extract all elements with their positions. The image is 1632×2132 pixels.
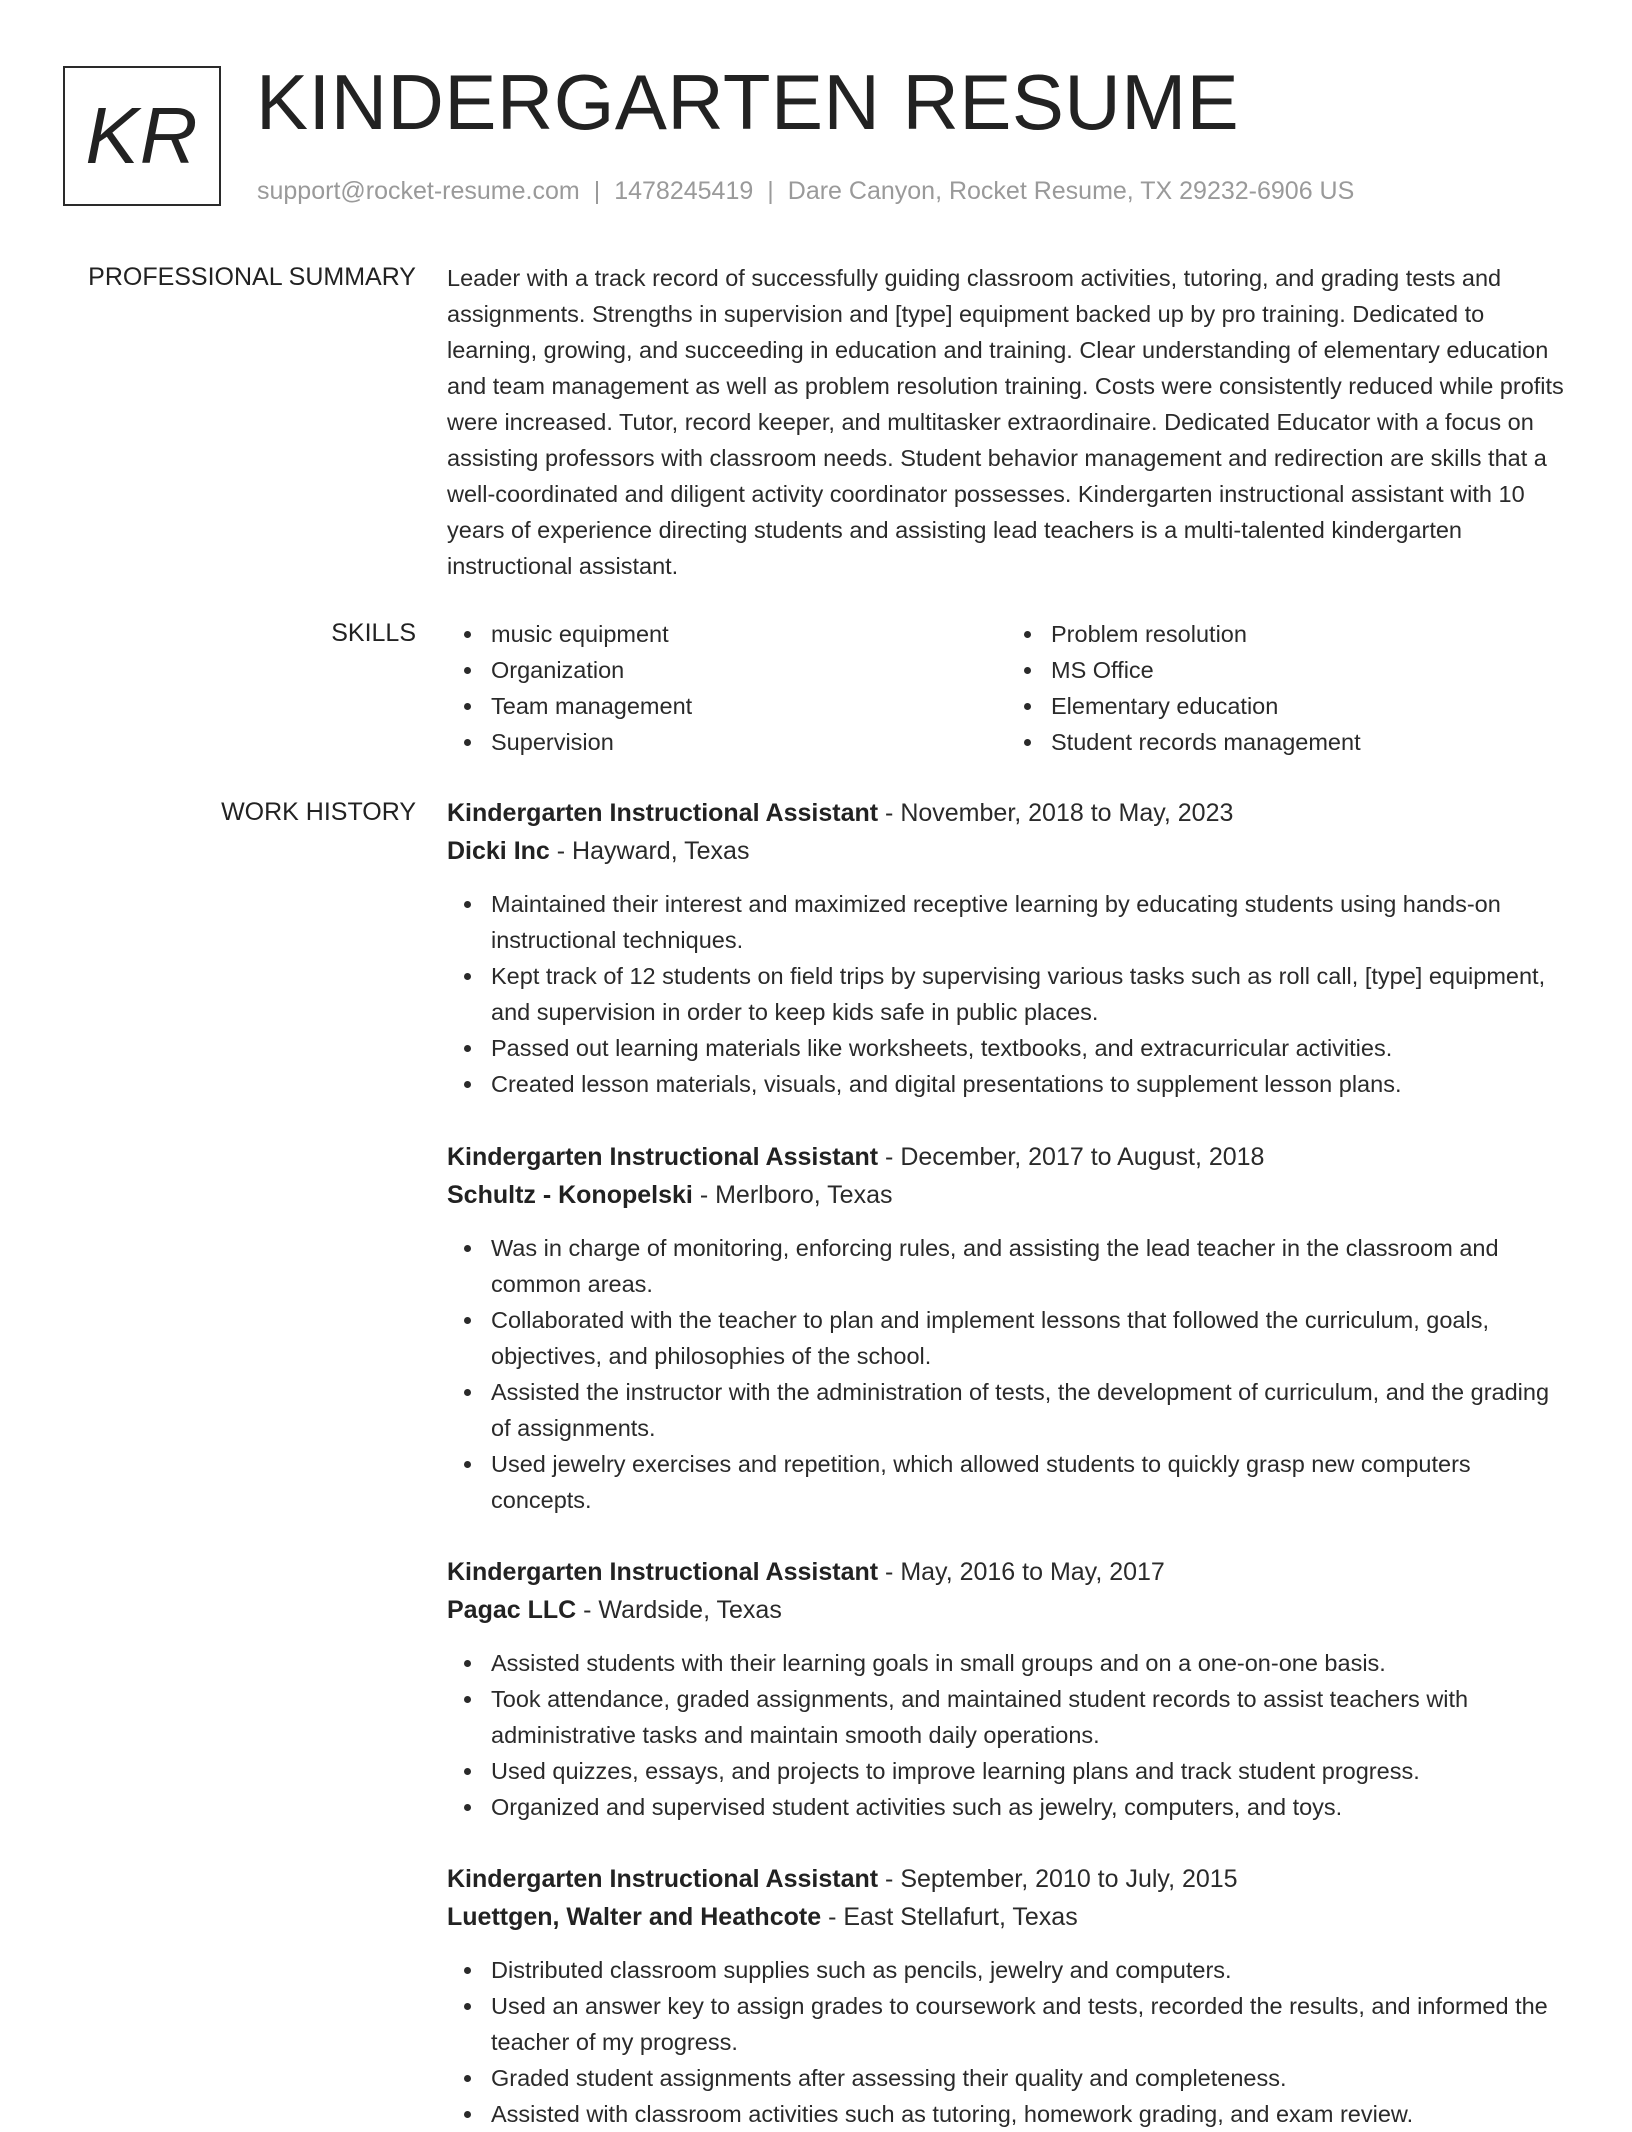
job-title-line [447, 1553, 1567, 1591]
section-label-summary: PROFESSIONAL SUMMARY [88, 263, 416, 291]
skill-item: Student records management [1051, 724, 1567, 760]
job-company: Schultz - Konopelski [447, 1181, 693, 1209]
job-bullet: Maintained their interest and maximized receptive learning by educating students using hands-on instructional techniques. [491, 886, 1567, 958]
job-company-line [447, 832, 1567, 870]
job-bullet: Graded student assignments after assessing their quality and completeness. [491, 2060, 1567, 2096]
job-bullet: Used an answer key to assign grades to coursework and tests, recorded the results, and informed the teacher of my progress. [491, 1988, 1567, 2060]
skill-item: Elementary education [1051, 688, 1567, 724]
job-bullet: Took attendance, graded assignments, and maintained student records to assist teachers with administrative tasks and maintain smooth daily operations. [491, 1681, 1567, 1753]
section-label-skills: SKILLS [331, 619, 416, 647]
monogram-text: KR [85, 91, 199, 180]
summary-text: Leader with a track record of successfully guiding classroom activities, tutoring, and grading tests and assignments. Strengths in supervision and [type] equipment backed up by pro training. Dedicated to learning, growing, and succeeding in education and training. Clear understanding of elementary education and team management as well as problem resolution training. Costs were consistently reduced while profits were increased. Tutor, record keeper, and multitasker extraordinaire. Dedicated Educator with a focus on assisting professors with classroom needs. Student behavior management and redirection are skills that a well-coordinated and diligent activity coordinator possesses. Kindergarten instructional assistant with 10 years of experience directing students and assisting lead teachers is a multi-talented kindergarten instructional assistant. [447, 265, 1564, 579]
skills-section [447, 616, 1567, 760]
summary-section [447, 260, 1567, 584]
job-location: - Wardside, Texas [583, 1596, 782, 1624]
job-location: - East Stellafurt, Texas [828, 1903, 1078, 1931]
job-dates: - May, 2016 to May, 2017 [885, 1558, 1165, 1586]
job-title: Kindergarten Instructional Assistant [447, 799, 879, 827]
contact-separator: | [593, 177, 601, 205]
skills-grid [447, 616, 1567, 760]
skills-column-right [1007, 616, 1567, 760]
job-company: Dicki Inc [447, 837, 550, 865]
job-entry [447, 794, 1567, 1102]
job-bullet: Collaborated with the teacher to plan and implement lessons that followed the curriculum, goals, objectives, and philosophies of the school. [491, 1302, 1567, 1374]
job-title-line [447, 1860, 1567, 1898]
job-bullet: Created lesson materials, visuals, and digital presentations to supplement lesson plans. [491, 1066, 1567, 1102]
job-dates: - December, 2017 to August, 2018 [885, 1143, 1265, 1171]
job-bullets [447, 1645, 1567, 1825]
job-company-line [447, 1591, 1567, 1629]
job-title: Kindergarten Instructional Assistant [447, 1143, 879, 1171]
job-title-line [447, 1138, 1567, 1176]
job-bullet: Passed out learning materials like worksheets, textbooks, and extracurricular activities. [491, 1030, 1567, 1066]
job-entry [447, 1860, 1567, 2132]
monogram-logo [63, 66, 221, 206]
skill-item: Supervision [491, 724, 1007, 760]
job-bullet: Kept track of 12 students on field trips by supervising various tasks such as roll call, [type] equipment, and supervision in order to keep kids safe in public places. [491, 958, 1567, 1030]
job-bullet: Assisted the instructor with the administration of tests, the development of curriculum, and the grading of assignments. [491, 1374, 1567, 1446]
job-bullets [447, 1230, 1567, 1518]
job-bullet: Was in charge of monitoring, enforcing rules, and assisting the lead teacher in the classroom and common areas. [491, 1230, 1567, 1302]
job-bullet: Assisted students with their learning goals in small groups and on a one-on-one basis. [491, 1645, 1567, 1681]
resume-title: KINDERGARTEN RESUME [256, 58, 1240, 146]
contact-separator: | [767, 177, 774, 205]
job-dates: - September, 2010 to July, 2015 [885, 1865, 1238, 1893]
job-entry [447, 1138, 1567, 1518]
job-bullet: Used jewelry exercises and repetition, which allowed students to quickly grasp new computers concepts. [491, 1446, 1567, 1518]
skill-item: MS Office [1051, 652, 1567, 688]
job-company-line [447, 1898, 1567, 1936]
job-location: - Merlboro, Texas [699, 1181, 893, 1209]
skill-item: Problem resolution [1051, 616, 1567, 652]
contact-email[interactable]: support@rocket-resume.com [257, 177, 580, 205]
contact-line [257, 175, 1354, 207]
job-bullets [447, 886, 1567, 1102]
job-bullet: Organized and supervised student activities such as jewelry, computers, and toys. [491, 1789, 1567, 1825]
job-entry [447, 1553, 1567, 1825]
job-title: Kindergarten Instructional Assistant [447, 1865, 879, 1893]
job-bullet: Assisted with classroom activities such as tutoring, homework grading, and exam review. [491, 2096, 1567, 2132]
job-company: Pagac LLC [447, 1596, 577, 1624]
job-title-line [447, 794, 1567, 832]
job-location: - Hayward, Texas [556, 837, 750, 865]
job-bullet: Distributed classroom supplies such as pencils, jewelry and computers. [491, 1952, 1567, 1988]
job-bullets [447, 1952, 1567, 2132]
job-dates: - November, 2018 to May, 2023 [885, 799, 1234, 827]
skills-column-left [447, 616, 1007, 760]
job-company: Luettgen, Walter and Heathcote [447, 1903, 822, 1931]
section-label-work-history: WORK HISTORY [221, 798, 416, 826]
skill-item: Organization [491, 652, 1007, 688]
contact-address: Dare Canyon, Rocket Resume, TX 29232-6906 US [787, 177, 1355, 205]
job-bullet: Used quizzes, essays, and projects to improve learning plans and track student progress. [491, 1753, 1567, 1789]
job-company-line [447, 1176, 1567, 1214]
skill-item: Team management [491, 688, 1007, 724]
contact-phone[interactable]: 1478245419 [614, 177, 754, 205]
skill-item: music equipment [491, 616, 1007, 652]
job-title: Kindergarten Instructional Assistant [447, 1558, 879, 1586]
